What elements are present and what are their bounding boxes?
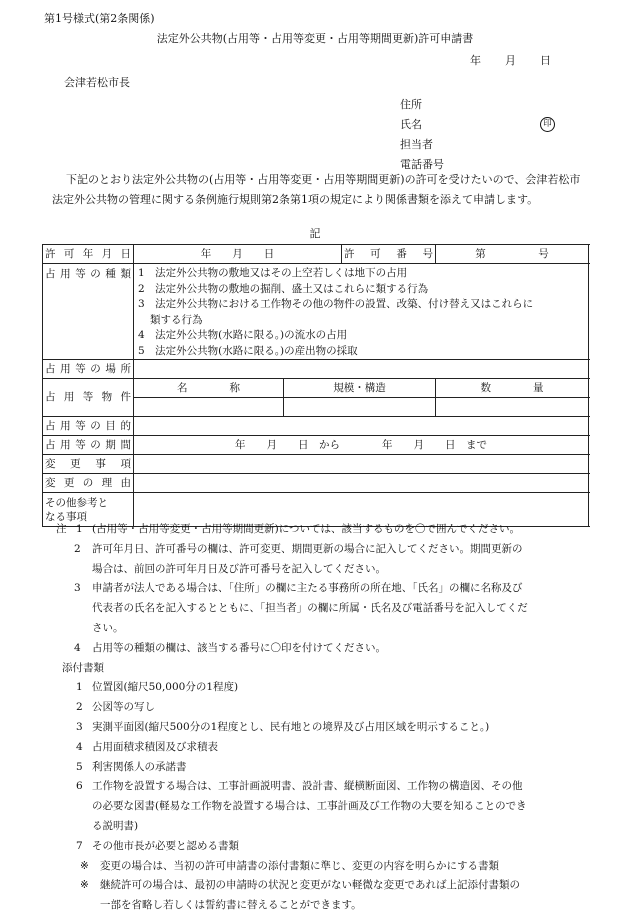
row-change-item <box>43 455 589 474</box>
seal-mark: 印 <box>540 117 555 132</box>
row-permit-date <box>43 245 589 264</box>
attachment-3-num: 3 <box>76 720 83 733</box>
document-title: 法定外公共物(占用等・占用等変更・占用等期間更新)許可申請書 <box>156 32 474 45</box>
type-option-2[interactable]: 2 法定外公共物の敷地の掘削、盛土又はこれらに類する行為 <box>138 282 429 295</box>
attachment-1 <box>52 678 592 698</box>
note-3-num: 3 <box>74 582 81 595</box>
row-occupancy-type <box>43 264 589 360</box>
type-option-1[interactable]: 1 法定外公共物の敷地又はその上空若しくは地下の占用 <box>138 267 408 279</box>
period-field[interactable]: 年 月 日 から 年 月 日 まで <box>134 436 589 455</box>
col-header-quantity: 数 量 <box>436 379 589 398</box>
application-form-table <box>42 244 589 527</box>
applicant-name-label: 氏名 <box>400 118 422 131</box>
occupancy-type-options[interactable] <box>134 264 589 360</box>
note-1-text: (占用等・占用等変更・占用等期間更新)については、該当するものを〇で囲んでください。 <box>92 523 520 535</box>
label-purpose: 占用等の目的 <box>45 419 131 432</box>
attachment-4-text: 占用面積求積図及び求積表 <box>92 740 218 753</box>
attachment-6 <box>52 777 592 797</box>
attachment-6-cont2: る説明書) <box>92 819 139 832</box>
date-day: 日 <box>540 54 551 67</box>
attachment-6-text: 工作物を設置する場合は、工事計画説明書、設計書、縦横断面図、工作物の構造図、その他 <box>92 780 523 793</box>
change-reason-field[interactable] <box>134 474 589 493</box>
label-occupancy-type: 占用等の種類 <box>45 268 131 280</box>
date-month: 月 <box>505 54 516 67</box>
note-1-num: 1 <box>76 523 83 535</box>
col-header-scale: 規模・構造 <box>284 379 436 398</box>
attachments-head: 添付書類 <box>62 661 104 674</box>
label-permit-number: 許可番号 <box>344 247 433 260</box>
applicant-contact-label: 担当者 <box>400 138 433 151</box>
type-option-5[interactable]: 5 法定外公共物(水路に限る。)の産出物の採取 <box>138 344 358 357</box>
row-object-header <box>43 379 589 398</box>
intro-paragraph: 下記のとおり法定外公共物の(占用等・占用等変更・占用等期間更新)の許可を受けたいので、会津若松市法定外公共物の管理に関する条例施行規則第2条第1項の規定により関係書類を添えて申請します。 <box>52 173 581 206</box>
note-3-text: 申請者が法人である場合は、「住所」の欄に主たる事務所の所在地、「氏名」の欄に名称及び <box>92 582 523 595</box>
attachment-3-text: 実測平面図(縮尺500分の1程度とし、民有地との境界及び占用区域を明示すること。) <box>92 720 490 733</box>
remark-1-text: 変更の場合は、当初の許可申請書の添付書類に準じ、変更の内容を明らかにする書類 <box>100 859 499 872</box>
attachment-2 <box>52 698 592 718</box>
applicant-block <box>400 98 444 178</box>
attachment-2-num: 2 <box>76 701 83 714</box>
applicant-address-label: 住所 <box>400 98 422 111</box>
type-option-4[interactable]: 4 法定外公共物(水路に限る。)の流水の占用 <box>138 329 348 341</box>
purpose-field[interactable] <box>134 417 589 436</box>
remark-2 <box>52 876 592 896</box>
attachment-5-num: 5 <box>76 760 83 773</box>
label-other-line1: その他参考と <box>45 496 108 509</box>
attachment-4 <box>52 738 592 758</box>
attachment-5 <box>52 758 592 778</box>
note-2-cont: 場合は、前回の許可年月日及び許可番号を記入してください。 <box>92 562 386 575</box>
attachment-6-num: 6 <box>76 780 83 793</box>
attachment-3 <box>52 718 592 738</box>
attachment-7-text: その他市長が必要と認める書類 <box>92 839 239 852</box>
note-3-cont1: 代表者の氏名を記入するとともに、「担当者」の欄に所属・氏名及び電話番号を記入してくだ <box>92 602 528 615</box>
note-4-num: 4 <box>74 641 81 654</box>
attachment-1-text: 位置図(縮尺50,000分の1程度) <box>92 681 239 694</box>
applicant-phone-label: 電話番号 <box>400 158 444 171</box>
remark-2-text: 継続許可の場合は、最初の申請時の状況と変更がない軽微な変更であれば上記添付書類の <box>100 879 520 892</box>
type-option-3[interactable]: 3 法定外公共物における工作物その他の物件の設置、改築、付け替え又はこれらに <box>138 298 534 310</box>
attachment-4-num: 4 <box>76 740 83 753</box>
change-item-field[interactable] <box>134 455 589 474</box>
note-4 <box>52 639 592 659</box>
place-field[interactable] <box>134 360 589 379</box>
attachment-7 <box>52 837 592 857</box>
attachment-6-cont1: の必要な図書(軽易な工作物を設置する場合は、工事計画及び工作物の大要を知ることのでき <box>92 800 527 813</box>
note-3-cont2: さい。 <box>92 621 124 634</box>
row-period <box>43 436 589 455</box>
ki-heading: 記 <box>309 227 321 240</box>
addressee: 会津若松市長 <box>64 76 130 89</box>
label-other-line2: なる事項 <box>45 510 87 523</box>
note-1 <box>52 520 592 540</box>
notes-section <box>52 520 592 916</box>
label-change-item: 変更事項 <box>45 457 131 470</box>
attachment-2-text: 公図等の写し <box>92 701 155 714</box>
form-number: 第1号様式(第2条関係) <box>44 12 155 25</box>
note-3 <box>52 579 592 599</box>
remark-2-cont: 一部を省略し若しくは誓約書に替えることができます。 <box>100 899 362 912</box>
permit-date-field[interactable]: 年 月 日 <box>134 245 342 264</box>
label-object: 占用等物件 <box>45 391 131 404</box>
note-4-text: 占用等の種類の欄は、該当する番号に〇印を付けてください。 <box>92 641 386 654</box>
label-permit-date: 許可年月日 <box>45 247 131 260</box>
attachment-5-text: 利害関係人の承諾書 <box>92 760 187 773</box>
note-2 <box>52 540 592 560</box>
notes-head: 注 <box>56 523 67 535</box>
attachment-7-num: 7 <box>76 839 83 852</box>
object-scale-field[interactable] <box>284 398 436 417</box>
label-place: 占用等の場所 <box>45 362 131 375</box>
row-place <box>43 360 589 379</box>
col-header-name: 名 称 <box>134 379 284 398</box>
application-date <box>470 54 551 69</box>
attachment-1-num: 1 <box>76 681 83 694</box>
remark-1 <box>52 857 592 877</box>
remark-2-mark: ※ <box>80 879 89 892</box>
date-year: 年 <box>470 54 481 67</box>
note-2-num: 2 <box>74 542 81 555</box>
object-quantity-field[interactable] <box>436 398 589 417</box>
permit-number-field[interactable]: 第 号 <box>436 245 589 264</box>
object-name-field[interactable] <box>134 398 284 417</box>
row-change-reason <box>43 474 589 493</box>
label-period: 占用等の期間 <box>45 438 131 451</box>
row-purpose <box>43 417 589 436</box>
label-change-reason: 変更の理由 <box>45 476 131 489</box>
remark-1-mark: ※ <box>80 859 89 872</box>
note-2-text: 許可年月日、許可番号の欄は、許可変更、期間更新の場合に記入してください。期間更新の <box>92 542 523 555</box>
type-option-3-cont: 類する行為 <box>150 313 203 326</box>
